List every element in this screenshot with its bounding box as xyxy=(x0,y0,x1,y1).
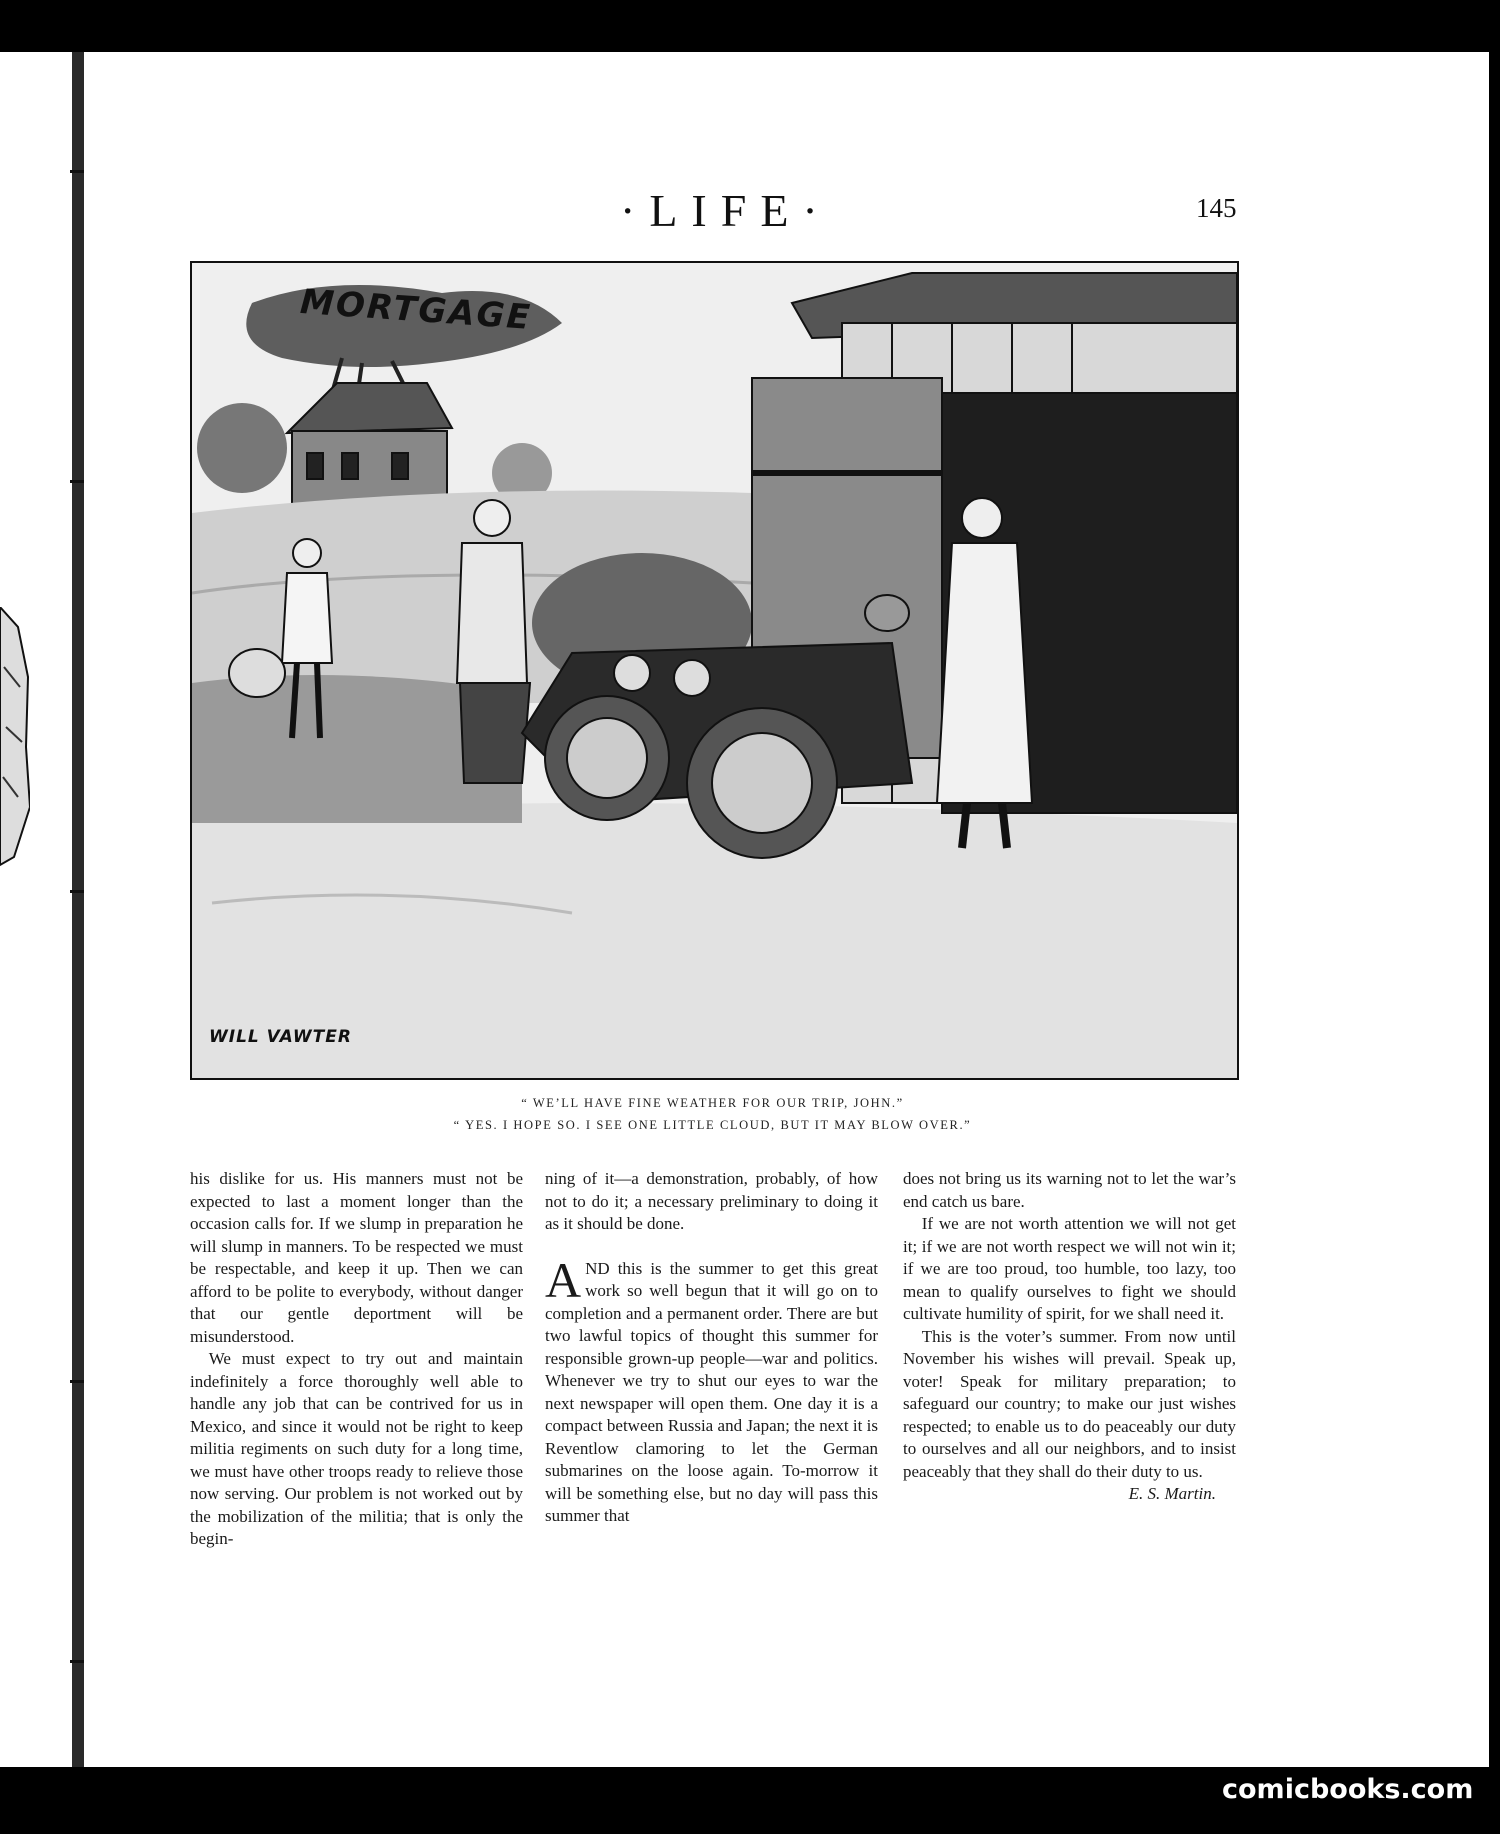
paragraph: his dislike for us. His manners must not be expected to last a moment longer than the occasion calls for. If we slump in preparation he will slump in manners. To be respected we must be respectable, and keep it up. Then we can afford to be polite to everybody, without danger that our gentle deportment will be misunderstood. xyxy=(190,1169,523,1346)
facing-page-edge xyxy=(0,52,72,1767)
mortgage-cloud-label: MORTGAGE xyxy=(298,281,534,339)
paragraph: We must expect to try out and maintain indefinitely a force thoroughly well able to handle any job that can be contrived for us in Mexico, and since it would not be right to keep militia regiments on such duty for a long time, we must have other troops ready to relieve those now serving. Our problem is not worked out by the mobilization of the militia; that is only the begin- xyxy=(190,1349,523,1548)
site-watermark: comicbooks.com xyxy=(1222,1774,1474,1805)
paragraph: If we are not worth attention we will not get it; if we are not worth respect we will not win it; if we are too proud, too humble, too lazy, too mean to qualify ourselves to fight we should cultivate humility of spirit, for we shall need it. xyxy=(903,1214,1236,1323)
paragraph: does not bring us its warning not to let the war’s end catch us bare. xyxy=(903,1169,1236,1211)
man-figure xyxy=(937,498,1032,848)
artist-signature: WILL VAWTER xyxy=(209,1027,352,1047)
article-column-3 xyxy=(903,1168,1236,1506)
paragraph: This is the voter’s summer. From now until November his wishes will prevail. Speak up, voter! Speak for military preparation; to safeguard our country; to make our just wishes respected; to enable us to do peaceably our duty to ourselves and all our neighbors, and to insist peaceably that they shall do their duty to us. xyxy=(903,1326,1236,1481)
caption-line-1: “ WE’LL HAVE FINE WEATHER FOR OUR TRIP, JOHN.” xyxy=(521,1096,904,1110)
paragraph-text: ND this is the summer to get this great work so well begun that it will go on to completion and a permanent order. There are but two lawful topics of thought this summer for responsible grown-up people—war and politics. Whenever we try to shut our eyes to war the next newspaper will open them. One day it is a compact between Russia and Japan; the next it is Reventlow clamoring to let the German submarines on the loose again. To-morrow it will be something else, but no day will pass this summer that xyxy=(545,1258,878,1525)
drop-cap: A xyxy=(545,1251,582,1308)
illustration-caption xyxy=(190,1092,1235,1136)
masthead: ·LIFE· xyxy=(620,185,832,236)
paragraph: ning of it—a demonstration, probably, of how not to do it; a necessary preliminary to doing it as it should be done. xyxy=(545,1169,878,1233)
article-column-2 xyxy=(545,1168,878,1528)
paragraph-with-dropcap xyxy=(545,1251,878,1528)
woman-figure xyxy=(457,500,530,783)
cartoon-illustration xyxy=(190,261,1239,1080)
caption-line-2: “ YES. I HOPE SO. I SEE ONE LITTLE CLOUD, BUT IT MAY BLOW OVER.” xyxy=(453,1118,972,1132)
page-number: 145 xyxy=(1196,193,1237,223)
cartoon-drawing xyxy=(192,263,1237,1078)
author-signature: E. S. Martin. xyxy=(1128,1484,1216,1503)
article-column-1 xyxy=(190,1168,523,1551)
facing-page-figure xyxy=(0,607,30,867)
